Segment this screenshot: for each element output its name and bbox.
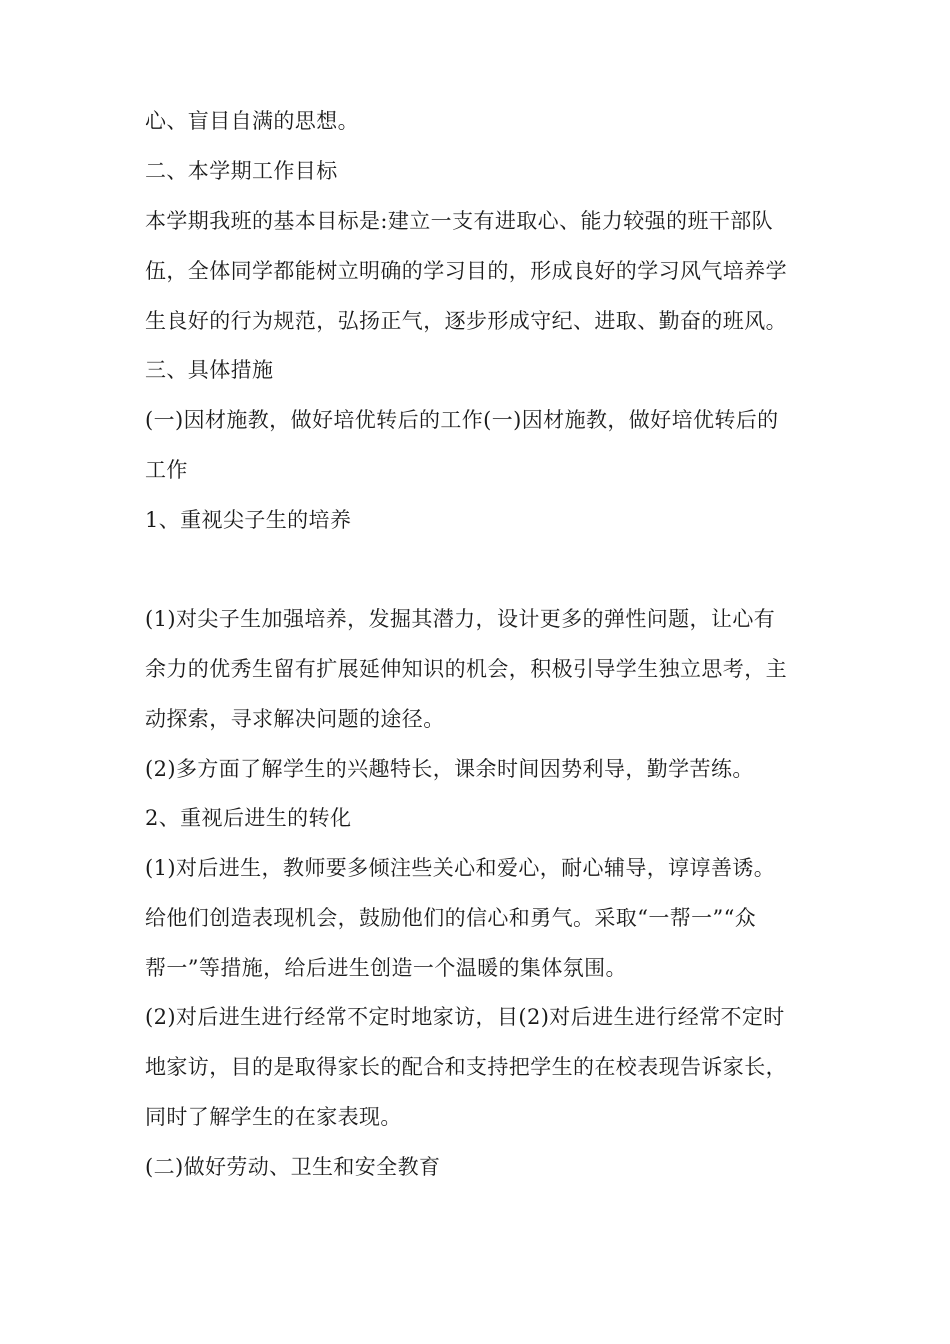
text-line: (1)对尖子生加强培养，发掘其潜力，设计更多的弹性问题，让心有 xyxy=(145,607,776,631)
text-line: 动探索，寻求解决问题的途径。 xyxy=(145,707,445,731)
text-line: 同时了解学生的在家表现。 xyxy=(145,1105,402,1129)
subsection-heading: 2、重视后进生的转化 xyxy=(145,806,352,830)
text-line: 生良好的行为规范，弘扬正气，逐步形成守纪、进取、勤奋的班风。 xyxy=(145,309,787,333)
text-line: 工作 xyxy=(145,458,188,482)
text-line: 帮一”等措施，给后进生创造一个温暖的集体氛围。 xyxy=(145,956,627,980)
text-line: 心、盲目自满的思想。 xyxy=(145,109,359,133)
text-line: (2)对后进生进行经常不定时地家访，目(2)对后进生进行经常不定时 xyxy=(145,1005,785,1029)
section-heading: (二)做好劳动、卫生和安全教育 xyxy=(145,1155,441,1179)
text-line: 给他们创造表现机会，鼓励他们的信心和勇气。采取“一帮一”“众 xyxy=(145,906,757,930)
text-line: (2)多方面了解学生的兴趣特长，课余时间因势利导，勤学苦练。 xyxy=(145,757,754,781)
section-heading: 三、具体措施 xyxy=(145,358,274,382)
section-heading: 二、本学期工作目标 xyxy=(145,159,338,183)
text-line: 地家访，目的是取得家长的配合和支持把学生的在校表现告诉家长， xyxy=(145,1055,787,1079)
text-line: 伍，全体同学都能树立明确的学习目的，形成良好的学习风气培养学 xyxy=(145,259,787,283)
subsection-heading: 1、重视尖子生的培养 xyxy=(145,508,352,532)
text-line: 本学期我班的基本目标是:建立一支有进取心、能力较强的班干部队 xyxy=(145,209,774,233)
text-line: (1)对后进生，教师要多倾注些关心和爱心，耐心辅导，谆谆善诱。 xyxy=(145,856,776,880)
text-line: 余力的优秀生留有扩展延伸知识的机会，积极引导学生独立思考，主 xyxy=(145,657,787,681)
text-line: (一)因材施教，做好培优转后的工作(一)因材施教，做好培优转后的 xyxy=(145,408,779,432)
